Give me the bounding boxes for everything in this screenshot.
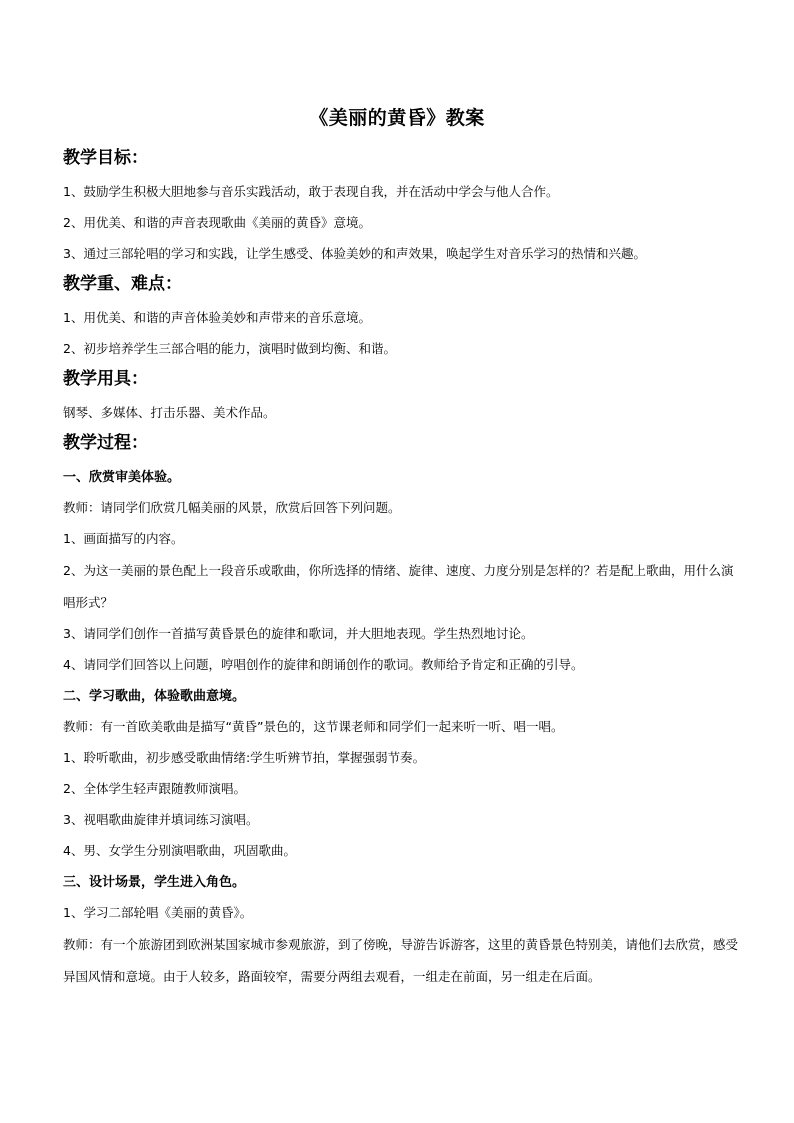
process-part1-item-1: 教师：请同学们欣赏几幅美丽的风景，欣赏后回答下列问题。 xyxy=(63,500,401,515)
tools-item-1: 钢琴、多媒体、打击乐器、美术作品。 xyxy=(63,405,276,420)
process-part3-item-2: 教师：有一个旅游团到欧洲某国家城市参观旅游，到了傍晚，导游告诉游客，这里的黄昏景色特别美，请他们去欣赏，感受异国风情和意境。由于人较多，路面较窄，需要分两组去观看，一组走在前面，另一组走在后面。 xyxy=(63,937,739,984)
process-part3-item-1: 1、学习二部轮唱《美丽的黄昏》。 xyxy=(63,905,253,920)
process-part1-item-3: 2、为这一美丽的景色配上一段音乐或歌曲，你所选择的情绪、旋律、速度、力度分别是怎样的？若是配上歌曲，用什么演唱形式？ xyxy=(63,563,734,610)
process-part3-title: 三、设计场景，学生进入角色。 xyxy=(63,875,246,890)
section-heading-tools: 教学用具： xyxy=(63,369,148,389)
process-part1-item-5: 4、请同学们回答以上问题，哼唱创作的旋律和朗诵创作的歌词。教师给予肯定和正确的引导。 xyxy=(63,657,584,672)
process-part1-title: 一、欣赏审美体验。 xyxy=(63,470,181,485)
section-heading-process: 教学过程： xyxy=(63,433,148,453)
key-point-item-1: 1、用优美、和谐的声音体验美妙和声带来的音乐意境。 xyxy=(63,310,371,325)
process-part2-item-5: 4、男、女学生分别演唱歌曲，巩固歌曲。 xyxy=(63,843,296,858)
process-part1-item-2: 1、画面描写的内容。 xyxy=(63,531,184,546)
goal-item-1: 1、鼓励学生积极大胆地参与音乐实践活动，敢于表现自我，并在活动中学会与他人合作。 xyxy=(63,184,559,199)
section-heading-key-points: 教学重、难点： xyxy=(63,274,182,294)
key-point-item-2: 2、初步培养学生三部合唱的能力，演唱时做到均衡、和谐。 xyxy=(63,341,396,356)
goal-item-3: 3、通过三部轮唱的学习和实践，让学生感受、体验美妙的和声效果，唤起学生对音乐学习的热情和兴趣。 xyxy=(63,246,646,261)
process-part2-item-4: 3、视唱歌曲旋律并填词练习演唱。 xyxy=(63,812,259,827)
process-part2-item-3: 2、全体学生轻声跟随教师演唱。 xyxy=(63,781,246,796)
document-body xyxy=(63,144,743,993)
section-heading-goals: 教学目标： xyxy=(63,148,148,168)
process-part2-item-1: 教师：有一首欧美歌曲是描写“黄昏”景色的，这节课老师和同学们一起来听一听、唱一唱。 xyxy=(63,719,564,734)
process-part2-title: 二、学习歌曲，体验歌曲意境。 xyxy=(63,689,246,704)
process-part2-item-2: 1、聆听歌曲，初步感受歌曲情绪:学生听辨节拍，掌握强弱节奏。 xyxy=(63,750,426,765)
goal-item-2: 2、用优美、和谐的声音表现歌曲《美丽的黄昏》意境。 xyxy=(63,215,371,230)
document-title: 《美丽的黄昏》教案 xyxy=(309,107,485,129)
process-part1-item-4: 3、请同学们创作一首描写黄昏景色的旋律和歌词，并大胆地表现。学生热烈地讨论。 xyxy=(63,626,534,641)
